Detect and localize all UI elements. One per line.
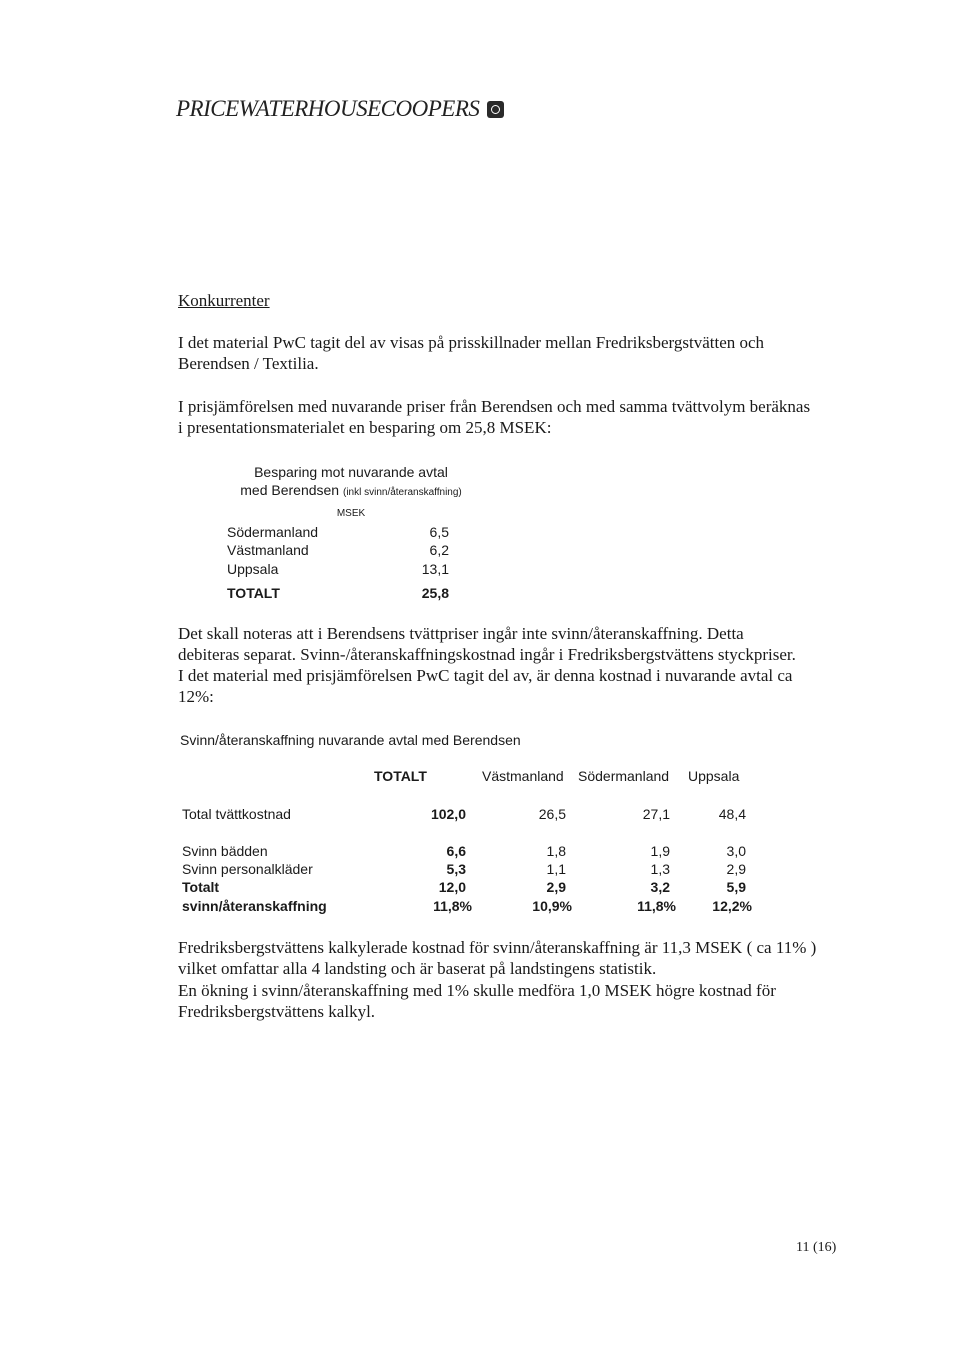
table-cell: 6,6 (446, 843, 466, 859)
table-cell: 11,8% (637, 898, 676, 914)
column-header-sodermanland: Södermanland (578, 768, 670, 784)
table-row-label: Svinn personalkläder (182, 861, 313, 877)
savings-total-row (227, 585, 449, 601)
savings-title-line1: Besparing mot nuvarande avtal (254, 464, 448, 480)
savings-row-value: 6,2 (429, 542, 449, 558)
table-cell: 5,9 (726, 879, 746, 895)
table-row-label: Totalt (182, 879, 220, 895)
table-cell: 1,3 (650, 861, 670, 877)
savings-title-note: (inkl svinn/återanskaffning) (342, 487, 462, 498)
paragraph-intro: I det material PwC tagit del av visas på prisskillnader mellan Fredriksbergstvätten och Berendsen / Textilia. (178, 333, 765, 373)
table-cell: 5,3 (446, 861, 466, 877)
table-cell: 27,1 (642, 806, 670, 822)
table-cell: 26,5 (538, 806, 566, 822)
table-cell: 11,8% (433, 898, 472, 914)
savings-total-value: 25,8 (421, 585, 449, 601)
savings-title-unit: MSEK (336, 508, 366, 519)
savings-row-label: Södermanland (227, 524, 319, 540)
savings-row-label: Västmanland (227, 542, 309, 558)
paragraph-savings: I prisjämförelsen med nuvarande priser från Berendsen och med samma tvättvolym beräknas i presentationsmaterialet en besparing om 25,8 MSEK: (178, 397, 811, 437)
savings-title-line2: med Berendsen (240, 482, 340, 498)
savings-row-label: Uppsala (227, 561, 279, 577)
section-heading: Konkurrenter (178, 291, 270, 310)
page-number: 11 (16) (796, 1240, 837, 1255)
table-cell: 2,9 (726, 861, 746, 877)
logo-text: PRICEWATERHOUSECOOPERS (176, 96, 480, 121)
savings-row-value: 6,5 (429, 524, 449, 540)
table-cell: 3,0 (726, 843, 746, 859)
column-header-totalt: TOTALT (374, 768, 427, 784)
shrinkage-table-caption: Svinn/återanskaffning nuvarande avtal med Berendsen (180, 732, 521, 748)
paragraph-shrinkage-note: Det skall noteras att i Berendsens tvättpriser ingår inte svinn/återanskaffning. Detta debiteras separat. Svinn-/återanskaffningskostnad ingår i Fredriksbergstvättens styckpriser. I det material med prisjämförelsen PwC tagit del av, är denna kostnad i nuvarande avtal ca 12%: (178, 624, 796, 706)
savings-row (227, 561, 449, 577)
company-logo (176, 96, 504, 122)
table-cell: 102,0 (430, 806, 466, 822)
savings-row (227, 542, 449, 558)
savings-row-value: 13,1 (421, 561, 449, 577)
table-cell: 1,1 (546, 861, 566, 877)
savings-row (227, 524, 449, 540)
paragraph-calculated-cost: Fredriksbergstvättens kalkylerade kostnad för svinn/återanskaffning är 11,3 MSEK ( ca 11% ) vilket omfattar alla 4 landsting och är baserat på landstingens statistik. (178, 938, 817, 978)
table-cell: 12,0 (438, 879, 466, 895)
table-row-label: svinn/återanskaffning (182, 898, 327, 914)
savings-total-label: TOTALT (227, 585, 280, 601)
table-cell: 12,2% (712, 898, 752, 914)
table-row-label: Svinn bädden (182, 843, 268, 859)
table-cell: 2,9 (546, 879, 566, 895)
column-header-vastmanland: Västmanland (482, 768, 564, 784)
column-header-uppsala: Uppsala (688, 768, 740, 784)
table-cell: 10,9% (532, 898, 572, 914)
table-cell: 3,2 (650, 879, 670, 895)
paragraph-increase-impact: En ökning i svinn/återanskaffning med 1% skulle medföra 1,0 MSEK högre kostnad för Fredriksbergstvättens kalkyl. (178, 981, 776, 1021)
savings-table-title (236, 463, 466, 523)
table-cell: 1,9 (650, 843, 670, 859)
table-cell: 48,4 (718, 806, 746, 822)
logo-emblem-icon (487, 101, 504, 118)
table-cell: 1,8 (546, 843, 566, 859)
table-row-label: Total tvättkostnad (182, 806, 291, 822)
